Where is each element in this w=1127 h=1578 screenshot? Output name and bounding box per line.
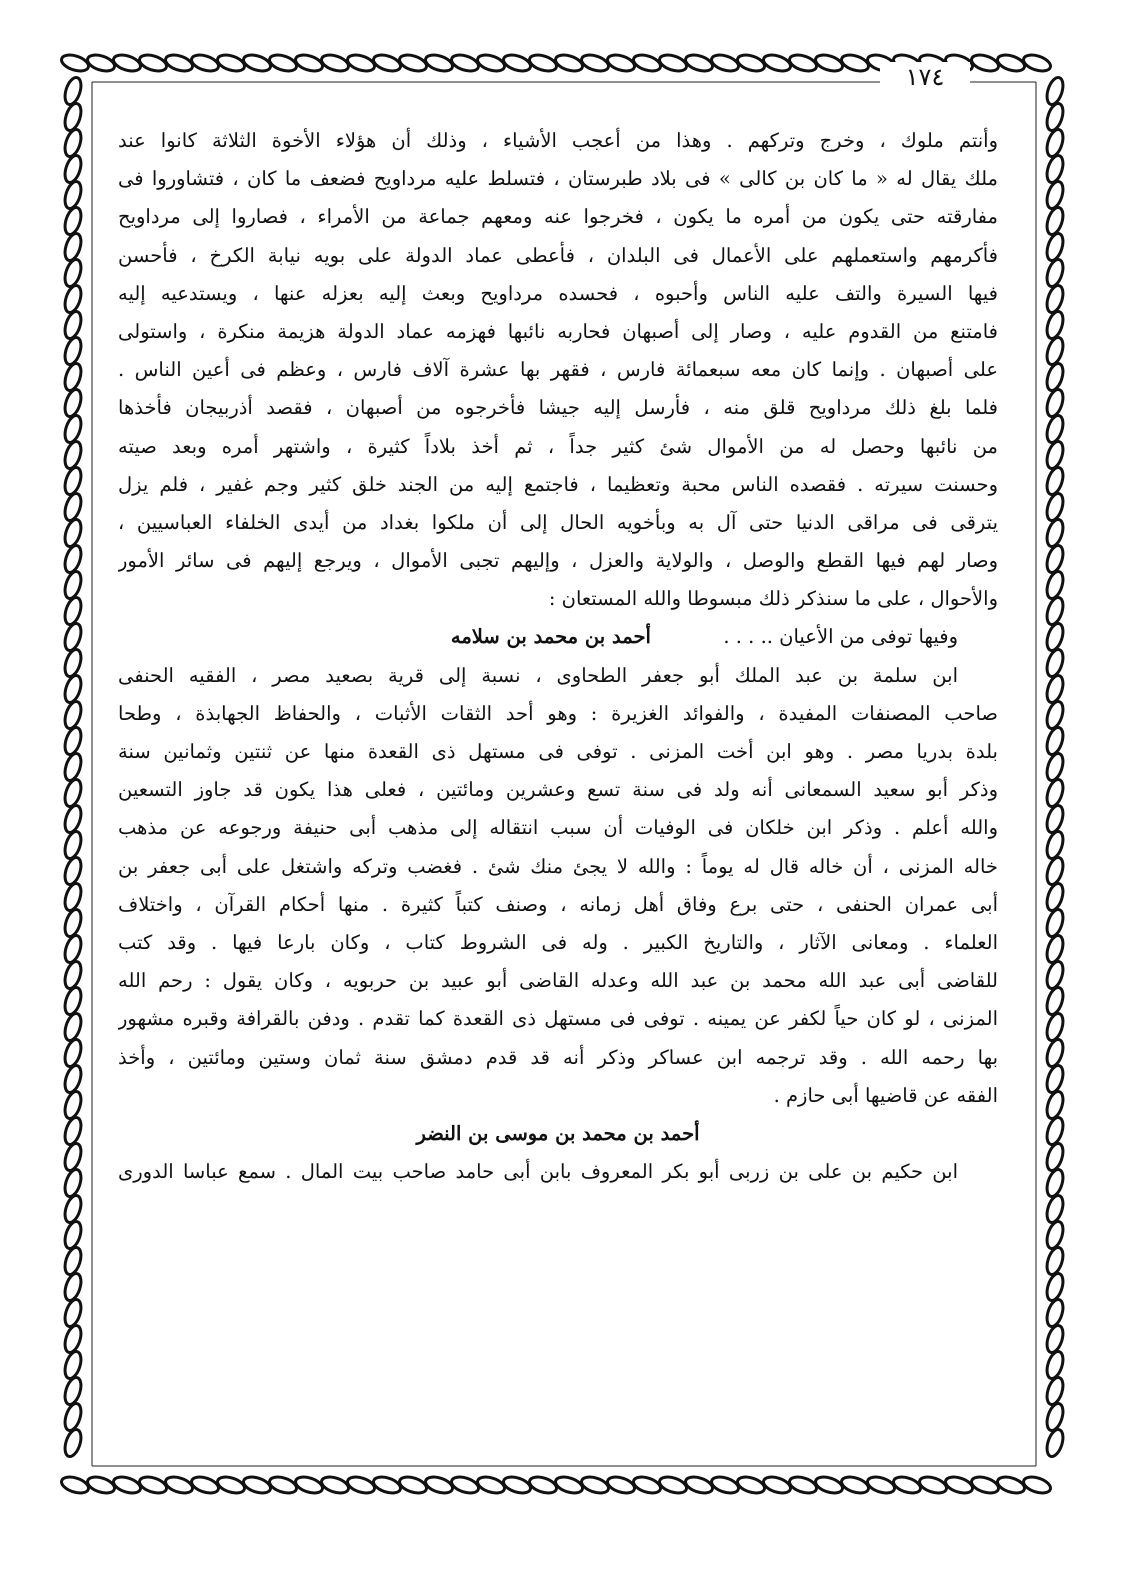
- text-line: فامتنع من القدوم عليه ، وصار إلى أصبهان فحاربه نائبها فهزمه عماد الدولة هزيمة منكرة ، واستولى: [118, 319, 998, 343]
- chain-link-icon: [684, 52, 715, 74]
- chain-link-icon: [1044, 960, 1066, 991]
- chain-link-icon: [1044, 570, 1066, 601]
- text-line: على أصبهان . وإنما كان معه سبعمائة فارس ، فقهر بها عشرة آلاف فارس ، وعظم فى أعين الناس .: [118, 358, 998, 382]
- chain-link-icon: [1044, 1246, 1066, 1277]
- chain-link-icon: [62, 180, 84, 211]
- chain-link-icon: [138, 1474, 169, 1496]
- chain-link-icon: [580, 52, 611, 74]
- section-heading: أحمد بن محمد بن موسى بن النضر: [416, 1121, 700, 1145]
- chain-link-icon: [62, 856, 84, 887]
- chain-link-icon: [62, 1116, 84, 1147]
- chain-link-icon: [1044, 1064, 1066, 1095]
- chain-link-icon: [62, 674, 84, 705]
- chain-link-icon: [62, 1428, 84, 1459]
- chain-link-icon: [710, 52, 741, 74]
- chain-link-icon: [1044, 830, 1066, 861]
- chain-link-icon: [60, 1474, 91, 1496]
- obituary-name: أحمد بن محمد بن سلامه: [450, 625, 651, 649]
- chain-link-icon: [62, 908, 84, 939]
- chain-link-icon: [736, 1474, 767, 1496]
- chain-link-icon: [606, 1474, 637, 1496]
- chain-link-icon: [1044, 1350, 1066, 1381]
- chain-link-icon: [814, 1474, 845, 1496]
- chain-link-icon: [62, 1168, 84, 1199]
- chain-link-icon: [1044, 726, 1066, 757]
- chain-link-icon: [62, 1298, 84, 1329]
- chain-link-icon: [62, 726, 84, 757]
- text-line: ابن سلمة بن عبد الملك أبو جعفر الطحاوى ، نسبة إلى قرية بصعيد مصر ، الفقيه الحنفى: [118, 663, 958, 687]
- chain-link-icon: [268, 52, 299, 74]
- chain-link-icon: [1044, 336, 1066, 367]
- chain-link-icon: [398, 1474, 429, 1496]
- chain-link-icon: [502, 1474, 533, 1496]
- chain-link-icon: [1044, 388, 1066, 419]
- chain-link-icon: [1044, 362, 1066, 393]
- text-line: للقاضى أبى عبد الله محمد بن عبد الله وعدله القاضى أبو عبيد بن حربويه ، وكان يقول : رحم الله: [118, 969, 998, 993]
- chain-link-icon: [632, 52, 663, 74]
- chain-link-icon: [1044, 934, 1066, 965]
- chain-link-icon: [1022, 52, 1053, 74]
- chain-link-icon: [1044, 180, 1066, 211]
- chain-link-icon: [62, 1324, 84, 1355]
- text-line: وحسنت سيرته . فقصده الناس محبة وتعظيما ، فاجتمع إليه من الجند خلق كثير وجم غفير ، فلم يزل: [118, 472, 998, 496]
- chain-link-icon: [62, 284, 84, 315]
- chain-link-icon: [62, 544, 84, 575]
- chain-link-icon: [1044, 700, 1066, 731]
- chain-link-icon: [372, 52, 403, 74]
- chain-link-icon: [62, 310, 84, 341]
- text-line: الفقه عن قاضيها أبى حازم .: [773, 1083, 998, 1107]
- chain-link-icon: [62, 518, 84, 549]
- chain-link-icon: [62, 986, 84, 1017]
- chain-link-icon: [1044, 284, 1066, 315]
- chain-link-icon: [1044, 1272, 1066, 1303]
- chain-link-icon: [1044, 778, 1066, 809]
- chain-link-icon: [1044, 856, 1066, 887]
- chain-link-icon: [62, 388, 84, 419]
- chain-link-icon: [1044, 440, 1066, 471]
- chain-link-icon: [1044, 492, 1066, 523]
- chain-link-icon: [62, 1350, 84, 1381]
- chain-link-icon: [62, 804, 84, 835]
- chain-link-icon: [1022, 1474, 1053, 1496]
- chain-link-icon: [1044, 1090, 1066, 1121]
- chain-link-icon: [1044, 882, 1066, 913]
- chain-link-icon: [1044, 414, 1066, 445]
- chain-link-icon: [554, 1474, 585, 1496]
- chain-link-icon: [1044, 752, 1066, 783]
- chain-link-icon: [814, 52, 845, 74]
- chain-link-icon: [372, 1474, 403, 1496]
- chain-link-icon: [62, 1246, 84, 1277]
- chain-link-icon: [1044, 102, 1066, 133]
- text-line: بها رحمه الله . وقد ترجمه ابن عساكر وذكر أنه قد قدم دمشق سنة ثمان وستين ومائتين ، وأخذ: [118, 1045, 998, 1069]
- chain-link-icon: [684, 1474, 715, 1496]
- chain-link-icon: [62, 1064, 84, 1095]
- chain-link-icon: [1044, 1376, 1066, 1407]
- chain-link-icon: [60, 52, 91, 74]
- chain-link-icon: [62, 154, 84, 185]
- chain-link-icon: [1044, 1220, 1066, 1251]
- chain-link-icon: [62, 414, 84, 445]
- chain-link-icon: [762, 1474, 793, 1496]
- chain-link-icon: [86, 1474, 117, 1496]
- chain-link-icon: [606, 52, 637, 74]
- chain-link-icon: [476, 52, 507, 74]
- chain-link-icon: [320, 1474, 351, 1496]
- chain-link-icon: [62, 700, 84, 731]
- chain-link-icon: [1044, 1428, 1066, 1459]
- chain-link-icon: [1044, 1298, 1066, 1329]
- chain-link-icon: [164, 52, 195, 74]
- page-number: ١٧٤: [880, 62, 970, 92]
- text-line: وذكر أبو سعيد السمعانى أنه ولد فى سنة تسع وعشرين ومائتين ، فعلى هذا يكون قد جاوز التسعين: [118, 778, 998, 802]
- chain-link-icon: [62, 570, 84, 601]
- text-line: العلماء . ومعانى الآثار ، والتاريخ الكبير . وله فى الشروط كتاب ، وكان بارعا فيها . وقد كتب: [118, 930, 998, 954]
- chain-link-icon: [62, 1272, 84, 1303]
- chain-link-icon: [62, 648, 84, 679]
- chain-link-icon: [62, 336, 84, 367]
- chain-link-icon: [1044, 674, 1066, 705]
- chain-link-icon: [62, 1142, 84, 1173]
- chain-link-icon: [424, 52, 455, 74]
- chain-link-icon: [1044, 648, 1066, 679]
- chain-link-icon: [62, 1012, 84, 1043]
- chain-link-icon: [1044, 466, 1066, 497]
- chain-link-icon: [190, 52, 221, 74]
- chain-link-icon: [62, 492, 84, 523]
- chain-link-icon: [62, 1376, 84, 1407]
- chain-link-icon: [62, 232, 84, 263]
- chain-link-icon: [450, 52, 481, 74]
- chain-link-icon: [62, 1038, 84, 1069]
- chain-link-icon: [840, 1474, 871, 1496]
- text-line: أبى عمران الحنفى ، حتى برع وفاق أهل زمانه ، وصنف كتباً كثيرة . منها أحكام القرآن ، واختلاف: [118, 892, 998, 916]
- chain-link-icon: [268, 1474, 299, 1496]
- chain-link-icon: [528, 1474, 559, 1496]
- text-line: فأكرمهم واستعملهم على الأعمال فى البلدان ، فأعطى عماد الدولة على بويه نيابة الكرخ ، فأحسن: [118, 243, 998, 267]
- chain-link-icon: [62, 128, 84, 159]
- chain-link-icon: [112, 1474, 143, 1496]
- chain-link-icon: [62, 778, 84, 809]
- chain-link-icon: [164, 1474, 195, 1496]
- text-line: من نائبها وحصل له من الأموال شئ كثير جداً ، ثم أخذ بلاداً كثيرة ، واشتهر أمره وبعد صيته: [118, 434, 998, 458]
- chain-link-icon: [62, 102, 84, 133]
- chain-link-icon: [1044, 1142, 1066, 1173]
- text-line: ملك يقال له « ما كان بن كالى » فى بلاد طبرستان ، فتسلط عليه مرداويح فضعف ما كان ، فتشاوروا فى: [118, 167, 998, 191]
- chain-link-icon: [970, 52, 1001, 74]
- text-line: فلما بلغ ذلك مرداويح قلق منه ، فأرسل إليه جيشا فأخرجوه من أصبهان ، فقصد أذربيجان فأخذها: [118, 396, 998, 420]
- chain-link-icon: [62, 960, 84, 991]
- chain-link-icon: [762, 52, 793, 74]
- chain-link-icon: [944, 1474, 975, 1496]
- chain-link-icon: [1044, 1402, 1066, 1433]
- chain-link-icon: [294, 52, 325, 74]
- chain-link-icon: [788, 1474, 819, 1496]
- chain-link-icon: [1044, 154, 1066, 185]
- text-line: صاحب المصنفات المفيدة ، والفوائد الغزيرة : وهو أحد الثقات الأثبات ، والحفاظ الجهابذة ، وطحا: [118, 701, 998, 725]
- text-line: والأحوال ، على ما سنذكر ذلك مبسوطا والله المستعان :: [548, 587, 998, 611]
- chain-link-icon: [658, 1474, 689, 1496]
- chain-link-icon: [658, 52, 689, 74]
- chain-link-icon: [424, 1474, 455, 1496]
- chain-link-icon: [86, 52, 117, 74]
- chain-link-icon: [62, 206, 84, 237]
- text-line: وصار لهم فيها القطع والوصل ، والولاية والعزل ، وإليهم تجبى الأموال ، ويرجع إليهم فى سائر الأمور: [118, 549, 998, 573]
- chain-link-icon: [112, 52, 143, 74]
- text-line: والله أعلم . وذكر ابن خلكان فى الوفيات أن سبب انتقاله إلى مذهب أبى حنيفة ورجوعه عن مذهب: [118, 816, 998, 840]
- chain-link-icon: [294, 1474, 325, 1496]
- chain-link-icon: [62, 596, 84, 627]
- chain-link-icon: [528, 52, 559, 74]
- chain-link-icon: [242, 52, 273, 74]
- chain-link-icon: [62, 1220, 84, 1251]
- chain-link-icon: [996, 52, 1027, 74]
- chain-link-icon: [62, 752, 84, 783]
- chain-link-icon: [62, 1090, 84, 1121]
- chain-link-icon: [866, 1474, 897, 1496]
- chain-link-icon: [1044, 1324, 1066, 1355]
- chain-link-icon: [1044, 206, 1066, 237]
- chain-link-icon: [1044, 908, 1066, 939]
- chain-link-icon: [736, 52, 767, 74]
- chain-link-icon: [242, 1474, 273, 1496]
- chain-link-icon: [216, 52, 247, 74]
- obituary-intro: وفيها توفى من الأعيان .. . . .: [723, 625, 958, 649]
- chain-link-icon: [62, 1402, 84, 1433]
- chain-link-icon: [62, 934, 84, 965]
- chain-link-icon: [216, 1474, 247, 1496]
- chain-link-icon: [1044, 518, 1066, 549]
- chain-link-icon: [1044, 258, 1066, 289]
- chain-link-icon: [970, 1474, 1001, 1496]
- chain-link-icon: [1044, 544, 1066, 575]
- text-line: فيها السيرة والتف عليه الناس وأحبوه ، فحسده مرداويح وبعث إليه بعزله عنها ، ويستدعيه إليه: [118, 281, 998, 305]
- chain-link-icon: [580, 1474, 611, 1496]
- page-text: [118, 122, 998, 1191]
- chain-link-icon: [1044, 1116, 1066, 1147]
- chain-link-icon: [450, 1474, 481, 1496]
- text-line: ابن حكيم بن على بن زربى أبو بكر المعروف بابن أبى حامد صاحب بيت المال . سمع عباسا الدورى: [118, 1160, 958, 1184]
- chain-link-icon: [710, 1474, 741, 1496]
- chain-link-icon: [476, 1474, 507, 1496]
- chain-link-icon: [1044, 310, 1066, 341]
- chain-link-icon: [346, 1474, 377, 1496]
- chain-link-icon: [554, 52, 585, 74]
- chain-link-icon: [1044, 1194, 1066, 1225]
- chain-link-icon: [1044, 1168, 1066, 1199]
- chain-link-icon: [398, 52, 429, 74]
- chain-link-icon: [918, 1474, 949, 1496]
- text-line: وأنتم ملوك ، وخرج وتركهم . وهذا من أعجب الأشياء ، وذلك أن هؤلاء الأخوة الثلاثة كانوا عند: [118, 129, 998, 152]
- chain-link-icon: [1044, 622, 1066, 653]
- chain-link-icon: [62, 440, 84, 471]
- chain-link-icon: [62, 466, 84, 497]
- chain-link-icon: [892, 1474, 923, 1496]
- text-line: يترقى فى مراقى الدنيا حتى آل به وبأخويه الحال إلى أن ملكوا بغداد من أيدى الخلفاء العباسيين ،: [118, 510, 998, 534]
- text-line: خاله المزنى ، أن خاله قال له يوماً : والله لا يجئ منك شئ . فغضب وتركه واشتغل على أبى جعفر بن: [118, 854, 998, 878]
- chain-link-icon: [62, 76, 84, 107]
- chain-link-icon: [62, 1194, 84, 1225]
- chain-link-icon: [62, 622, 84, 653]
- chain-link-icon: [1044, 76, 1066, 107]
- chain-link-icon: [1044, 1038, 1066, 1069]
- chain-link-icon: [1044, 986, 1066, 1017]
- chain-link-icon: [502, 52, 533, 74]
- chain-link-icon: [190, 1474, 221, 1496]
- chain-link-icon: [840, 52, 871, 74]
- chain-link-icon: [346, 52, 377, 74]
- chain-link-icon: [320, 52, 351, 74]
- chain-link-icon: [62, 882, 84, 913]
- chain-link-icon: [62, 258, 84, 289]
- chain-link-icon: [1044, 232, 1066, 263]
- text-line: مفارقته حتى يكون من أمره ما يكون ، فخرجوا عنه ومعهم جماعة من الأمراء ، فصاروا إلى مرداويح: [118, 205, 998, 229]
- chain-link-icon: [1044, 804, 1066, 835]
- chain-link-icon: [62, 830, 84, 861]
- chain-link-icon: [1044, 1012, 1066, 1043]
- chain-link-icon: [632, 1474, 663, 1496]
- chain-link-icon: [1044, 128, 1066, 159]
- chain-link-icon: [1044, 596, 1066, 627]
- chain-link-icon: [996, 1474, 1027, 1496]
- obituary-heading: [118, 618, 998, 656]
- chain-link-icon: [62, 362, 84, 393]
- chain-link-icon: [138, 52, 169, 74]
- text-line: بلدة بدريا مصر . وهو ابن أخت المزنى . توفى فى مستهل ذى القعدة منها عن ثنتين وثمانين سنة: [118, 740, 998, 763]
- text-line: المزنى ، لو كان حياً لكفر عن يمينه . توفى فى مستهل ذى القعدة كما تقدم . ودفن بالقرافة وقبره مشهور: [118, 1007, 998, 1031]
- chain-link-icon: [788, 52, 819, 74]
